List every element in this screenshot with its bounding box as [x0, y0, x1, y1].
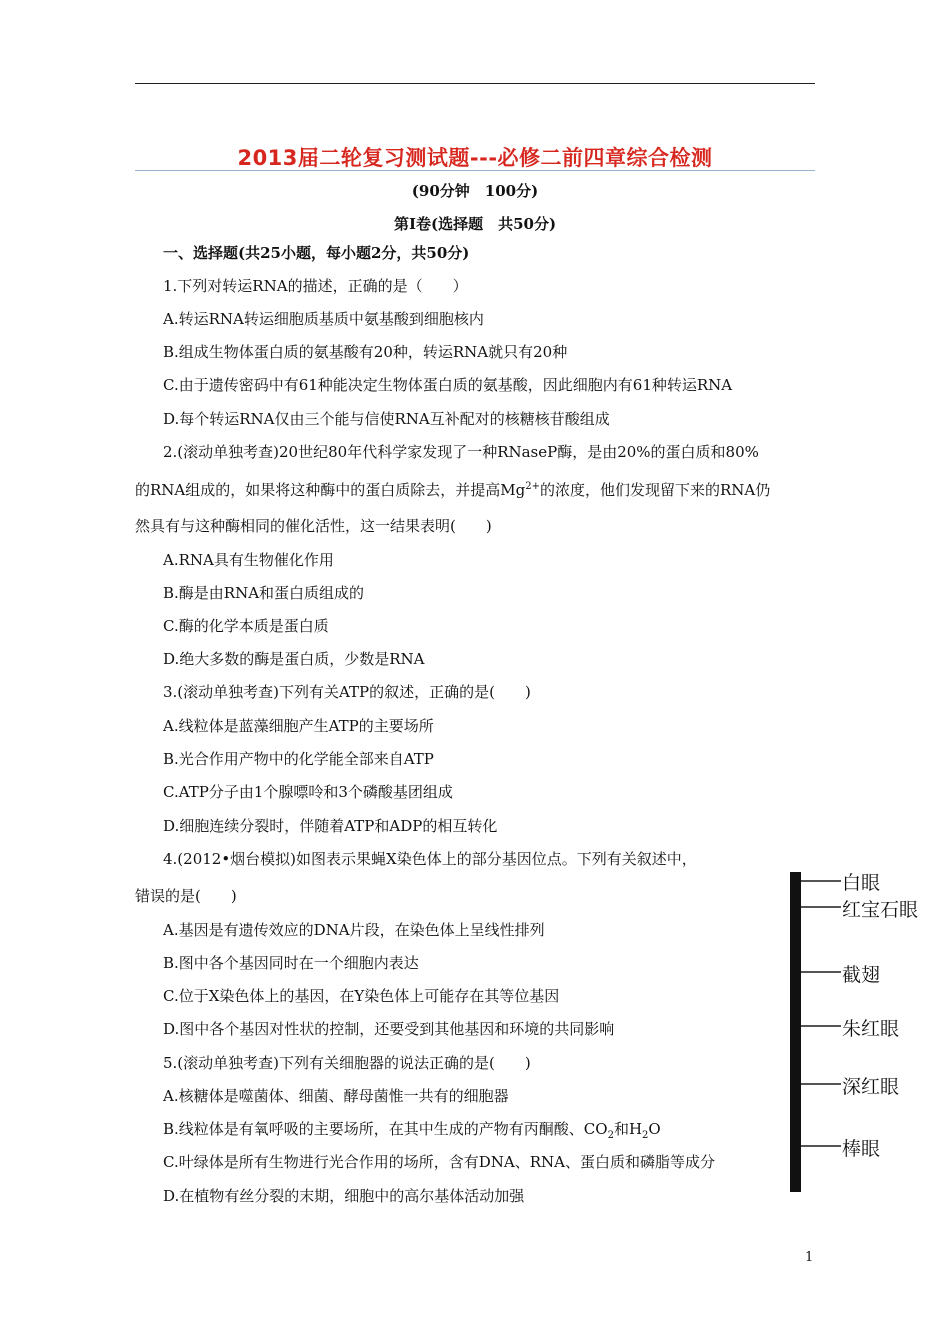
q2-option-a: A.RNA具有生物催化作用 — [163, 551, 334, 569]
q1-option-b: B.组成生物体蛋白质的氨基酸有20种，转运RNA就只有20种 — [163, 343, 568, 361]
gene-label-carmine-eye: 深红眼 — [842, 1076, 900, 1098]
q2-mg-charge: 2+ — [525, 481, 540, 492]
q2-option-d: D.绝大多数的酶是蛋白质，少数是RNA — [163, 650, 425, 668]
q5-h2o-subscript: 2 — [642, 1130, 649, 1141]
gene-tick-3 — [801, 971, 841, 973]
part-heading: 一、选择题(共25小题，每小题2分，共50分) — [163, 244, 470, 262]
q4-option-b: B.图中各个基因同时在一个细胞内表达 — [163, 954, 419, 972]
time-score: (90分钟 100分) — [411, 182, 539, 200]
q5-option-b-mid: 和H — [613, 1120, 643, 1138]
q4-option-a: A.基因是有遗传效应的DNA片段，在染色体上呈线性排列 — [163, 921, 545, 939]
gene-label-bar-eye: 棒眼 — [842, 1138, 881, 1160]
q5-co2-subscript: 2 — [607, 1130, 614, 1141]
q1-option-d: D.每个转运RNA仅由三个能与信使RNA互补配对的核糖核苷酸组成 — [163, 410, 610, 428]
gene-tick-1 — [801, 880, 841, 882]
q5-option-b — [163, 1122, 661, 1141]
q5-option-a: A.核糖体是噬菌体、细菌、酵母菌惟一共有的细胞器 — [163, 1087, 509, 1105]
q5-stem: 5.(滚动单独考查)下列有关细胞器的说法正确的是( ) — [163, 1054, 531, 1072]
title-underline — [135, 170, 815, 171]
q2-stem-line3: 然具有与这种酶相同的催化活性，这一结果表明( ) — [135, 517, 492, 535]
q2-stem-line2-pre: 的RNA组成的，如果将这种酶中的蛋白质除去，并提高Mg — [135, 481, 526, 499]
q3-option-d: D.细胞连续分裂时，伴随着ATP和ADP的相互转化 — [163, 817, 498, 835]
section-title: 第Ⅰ卷(选择题 共50分) — [393, 215, 557, 233]
q2-option-b: B.酶是由RNA和蛋白质组成的 — [163, 584, 365, 602]
header-rule — [135, 83, 815, 84]
q3-option-c: C.ATP分子由1个腺嘌呤和3个磷酸基团组成 — [163, 783, 453, 801]
gene-label-white-eye: 白眼 — [842, 872, 881, 894]
q1-stem: 1.下列对转运RNA的描述，正确的是（ ） — [163, 277, 468, 295]
q4-stem-line2: 错误的是( ) — [135, 887, 237, 905]
q2-option-c: C.酶的化学本质是蛋白质 — [163, 617, 329, 635]
gene-tick-4 — [801, 1025, 841, 1027]
q1-option-a: A.转运RNA转运细胞质基质中氨基酸到细胞核内 — [163, 310, 484, 328]
page-title: 2013届二轮复习测试题---必修二前四章综合检测 — [237, 146, 713, 170]
gene-label-cut-wing: 截翅 — [842, 964, 881, 986]
q3-stem: 3.(滚动单独考查)下列有关ATP的叙述，正确的是( ) — [163, 683, 531, 701]
x-chromosome-diagram — [780, 866, 950, 1196]
q4-option-c: C.位于X染色体上的基因，在Y染色体上可能存在其等位基因 — [163, 987, 560, 1005]
q5-option-b-pre: B.线粒体是有氧呼吸的主要场所，在其中生成的产物有丙酮酸、CO — [163, 1120, 608, 1138]
gene-label-vermilion-eye: 朱红眼 — [842, 1018, 900, 1040]
q4-option-d: D.图中各个基因对性状的控制，还要受到其他基因和环境的共同影响 — [163, 1020, 615, 1038]
q5-option-b-post: O — [648, 1120, 661, 1138]
gene-tick-6 — [801, 1145, 841, 1147]
q3-option-b: B.光合作用产物中的化学能全部来自ATP — [163, 750, 434, 768]
gene-tick-2 — [801, 906, 841, 908]
q1-option-c: C.由于遗传密码中有61种能决定生物体蛋白质的氨基酸，因此细胞内有61种转运RNA — [163, 376, 733, 394]
gene-tick-5 — [801, 1083, 841, 1085]
q2-stem-line1: 2.(滚动单独考查)20世纪80年代科学家发现了一种RNaseP酶，是由20%的蛋白质和80% — [163, 443, 759, 461]
q3-option-a: A.线粒体是蓝藻细胞产生ATP的主要场所 — [163, 717, 434, 735]
q4-stem-line1: 4.(2012•烟台模拟)如图表示果蝇X染色体上的部分基因位点。下列有关叙述中， — [163, 850, 697, 868]
q5-option-d: D.在植物有丝分裂的末期，细胞中的高尔基体活动加强 — [163, 1187, 525, 1205]
gene-label-ruby-eye: 红宝石眼 — [842, 899, 919, 921]
q5-option-c: C.叶绿体是所有生物进行光合作用的场所，含有DNA、RNA、蛋白质和磷脂等成分 — [163, 1153, 715, 1171]
q2-stem-line2 — [135, 482, 770, 498]
chromosome-bar — [790, 872, 801, 1192]
page-number: 1 — [805, 1250, 814, 1265]
q2-stem-line2-post: 的浓度，他们发现留下来的RNA仍 — [539, 481, 771, 499]
